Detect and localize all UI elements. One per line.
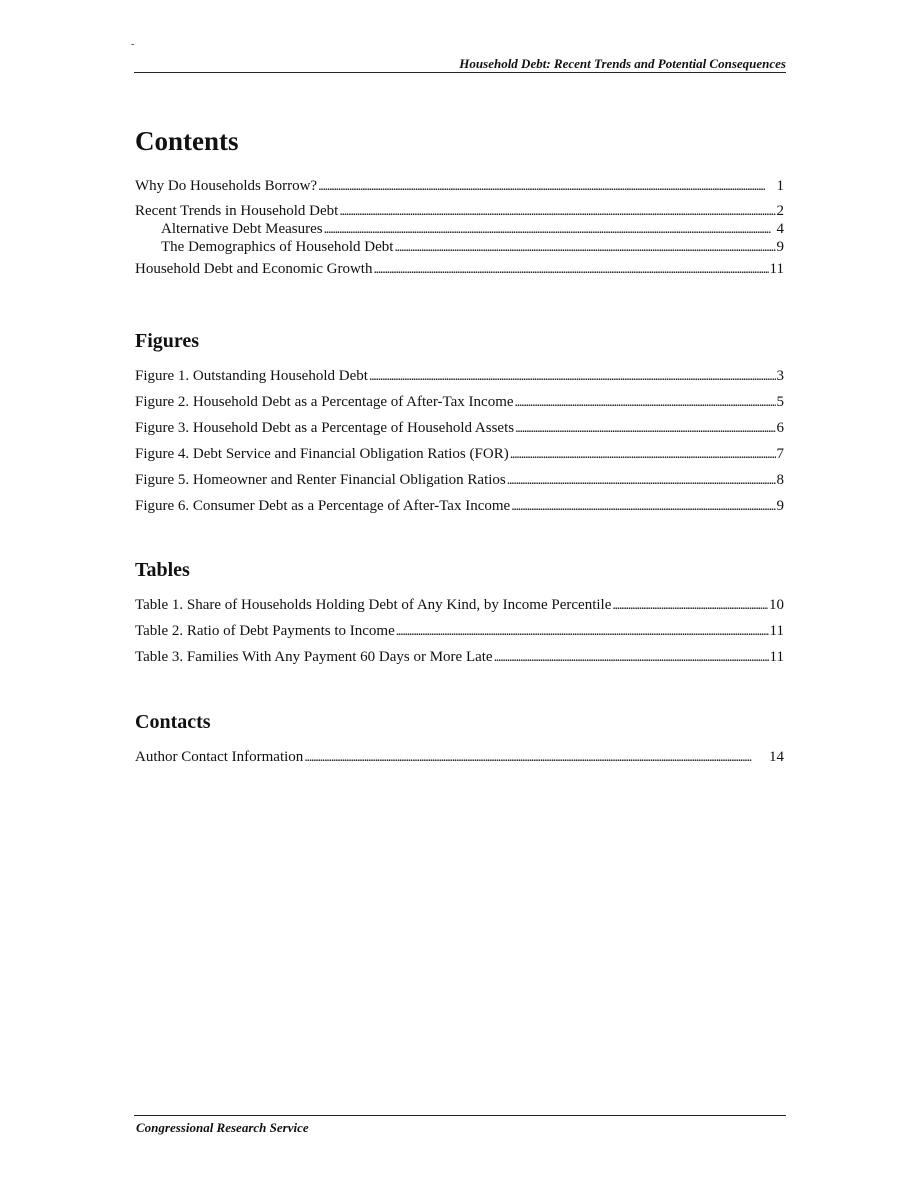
contact-entry-page: 14 xyxy=(769,749,784,765)
running-footer: Congressional Research Service xyxy=(136,1120,309,1135)
figures-heading: Figures xyxy=(135,330,200,352)
footer-rule xyxy=(134,1115,786,1116)
toc-leader xyxy=(304,748,768,767)
toc-entry-title: Recent Trends in Household Debt xyxy=(135,203,339,219)
contents-list xyxy=(135,177,784,279)
figure-entry-page: 7 xyxy=(776,446,784,462)
toc-leader xyxy=(507,471,776,490)
toc-entry-page: 2 xyxy=(776,203,784,219)
toc-leader xyxy=(318,177,775,196)
toc-leader xyxy=(494,648,769,667)
figure-entry-title: Figure 4. Debt Service and Financial Obligation Ratios (FOR) xyxy=(135,446,509,462)
figures-list xyxy=(135,367,784,516)
toc-leader xyxy=(369,367,776,386)
header-rule xyxy=(134,72,786,73)
table-entry-page: 10 xyxy=(769,597,784,613)
table-entry-page: 11 xyxy=(769,649,784,665)
toc-leader xyxy=(339,202,775,220)
figure-entry-page: 3 xyxy=(776,368,784,384)
figure-entry[interactable] xyxy=(135,419,784,445)
toc-leader xyxy=(324,220,776,238)
toc-leader xyxy=(515,393,776,412)
toc-entry-why-borrow[interactable] xyxy=(135,177,784,202)
figure-entry-title: Figure 2. Household Debt as a Percentage of After-Tax Income xyxy=(135,394,514,410)
toc-entry-page: 4 xyxy=(776,221,784,237)
contact-entry[interactable] xyxy=(135,748,784,767)
toc-leader xyxy=(510,445,776,464)
figure-entry-title: Figure 5. Homeowner and Renter Financial Obligation Ratios xyxy=(135,472,506,488)
toc-leader xyxy=(394,238,775,257)
toc-entry-page: 9 xyxy=(776,239,784,255)
toc-leader xyxy=(612,596,768,615)
figure-entry-page: 5 xyxy=(776,394,784,410)
figure-entry[interactable] xyxy=(135,445,784,471)
toc-entry-title: The Demographics of Household Debt xyxy=(161,239,394,255)
toc-entry-recent-trends[interactable] xyxy=(135,202,784,220)
figure-entry[interactable] xyxy=(135,471,784,497)
figure-entry-page: 6 xyxy=(776,420,784,436)
table-entry[interactable] xyxy=(135,648,784,667)
figure-entry-title: Figure 6. Consumer Debt as a Percentage of After-Tax Income xyxy=(135,498,511,514)
tables-list xyxy=(135,596,784,667)
toc-leader xyxy=(511,497,775,516)
toc-leader xyxy=(515,419,775,438)
table-entry[interactable] xyxy=(135,622,784,648)
toc-entry-title: Why Do Households Borrow? xyxy=(135,178,318,194)
figure-entry[interactable] xyxy=(135,497,784,516)
tables-heading: Tables xyxy=(135,559,190,581)
toc-leader xyxy=(373,260,768,279)
toc-entry-page: 1 xyxy=(776,178,784,194)
figure-entry-page: 8 xyxy=(776,472,784,488)
toc-entry-economic-growth[interactable] xyxy=(135,260,784,279)
contacts-heading: Contacts xyxy=(135,711,211,733)
figure-entry[interactable] xyxy=(135,367,784,393)
table-entry-title: Table 2. Ratio of Debt Payments to Income xyxy=(135,623,395,639)
figure-entry-page: 9 xyxy=(776,498,784,514)
contact-entry-title: Author Contact Information xyxy=(135,749,304,765)
toc-entry-title: Household Debt and Economic Growth xyxy=(135,261,373,277)
contacts-list xyxy=(135,748,784,767)
toc-entry-demographics[interactable] xyxy=(135,238,784,260)
toc-leader xyxy=(396,622,769,641)
toc-entry-alternative-measures[interactable] xyxy=(135,220,784,238)
figure-entry[interactable] xyxy=(135,393,784,419)
table-entry-title: Table 3. Families With Any Payment 60 Days or More Late xyxy=(135,649,493,665)
table-entry-page: 11 xyxy=(769,623,784,639)
figure-entry-title: Figure 3. Household Debt as a Percentage of Household Assets xyxy=(135,420,515,436)
contents-heading: Contents xyxy=(135,126,239,156)
running-header: Household Debt: Recent Trends and Potential Consequences xyxy=(459,56,786,71)
figure-entry-title: Figure 1. Outstanding Household Debt xyxy=(135,368,368,384)
table-entry-title: Table 1. Share of Households Holding Debt of Any Kind, by Income Percentile xyxy=(135,597,612,613)
toc-entry-page: 11 xyxy=(769,261,784,277)
table-entry[interactable] xyxy=(135,596,784,622)
toc-entry-title: Alternative Debt Measures xyxy=(161,221,323,237)
corner-mark: - xyxy=(131,39,135,50)
